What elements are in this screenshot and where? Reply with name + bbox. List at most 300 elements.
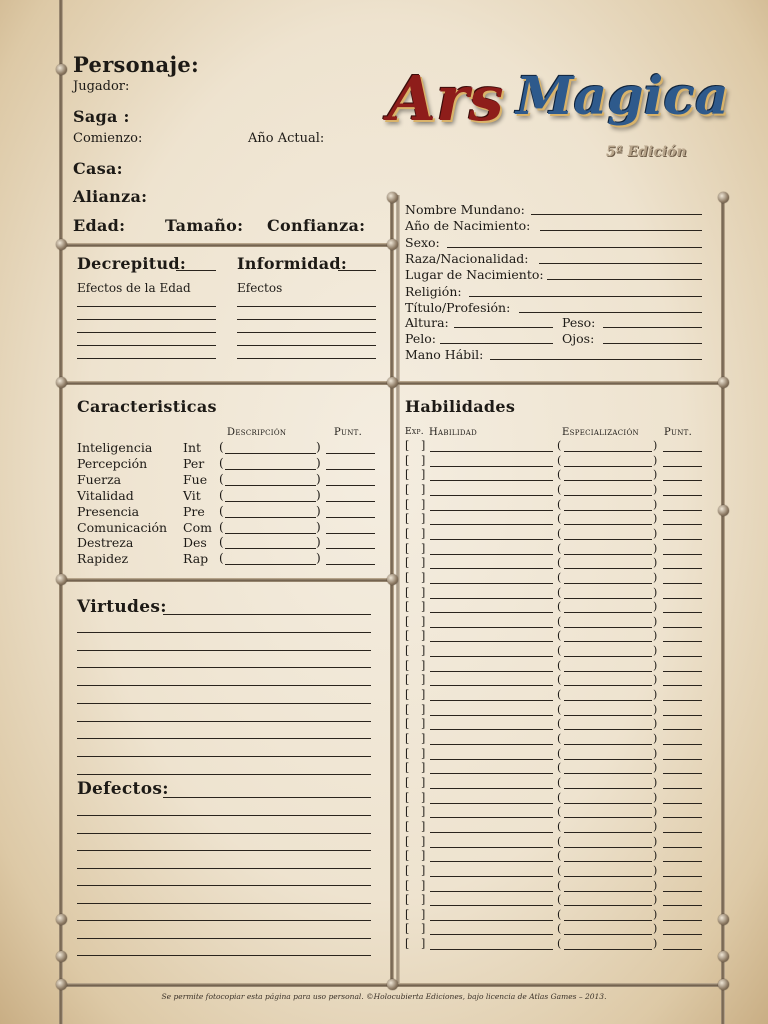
defecto-line[interactable] xyxy=(77,815,371,816)
mundano-field-line[interactable] xyxy=(547,279,702,280)
frame-left xyxy=(59,0,63,1024)
paren-open: ( xyxy=(557,688,562,702)
habilidad-field[interactable] xyxy=(430,861,553,862)
defecto-line[interactable] xyxy=(77,868,371,869)
defecto-line[interactable] xyxy=(77,885,371,886)
exp-checkbox[interactable] xyxy=(410,849,420,861)
exp-checkbox[interactable] xyxy=(410,879,420,891)
exp-checkbox[interactable] xyxy=(410,586,420,598)
habilidad-field[interactable] xyxy=(430,612,553,613)
informidad-label: Informidad: xyxy=(237,254,348,273)
caracteristica-name: Percepción xyxy=(77,455,148,471)
habilidad-field[interactable] xyxy=(430,920,553,921)
especializacion-field[interactable] xyxy=(564,451,652,452)
habilidad-punt-field[interactable] xyxy=(663,524,702,525)
especializacion-field[interactable] xyxy=(564,876,652,877)
habilidad-punt-field[interactable] xyxy=(663,495,702,496)
caracteristica-punt-field[interactable] xyxy=(326,485,375,486)
paren-open: ( xyxy=(557,717,562,731)
exp-checkbox[interactable] xyxy=(410,512,420,524)
stud xyxy=(56,64,67,75)
especializacion-field[interactable] xyxy=(564,773,652,774)
efectos-edad-line[interactable] xyxy=(77,332,216,333)
habilidad-field[interactable] xyxy=(430,847,553,848)
habilidad-field[interactable] xyxy=(430,568,553,569)
especializacion-field[interactable] xyxy=(564,847,652,848)
exp-checkbox[interactable] xyxy=(410,835,420,847)
paren-close: ) xyxy=(653,585,658,599)
habilidad-punt-field[interactable] xyxy=(663,934,702,935)
especializacion-field[interactable] xyxy=(564,641,652,642)
descripcion-header: Descripción xyxy=(227,427,287,438)
paren-open: ( xyxy=(557,497,562,511)
efectos-edad-line[interactable] xyxy=(77,358,216,359)
especializacion-field[interactable] xyxy=(564,861,652,862)
paren-close: ) xyxy=(653,937,658,951)
peso-field[interactable] xyxy=(603,327,702,328)
paren-close: ) xyxy=(653,439,658,452)
habilidad-punt-field[interactable] xyxy=(663,451,702,452)
caracteristica-abbr: Pre xyxy=(183,503,205,519)
exp-bracket-open: [ xyxy=(405,702,410,716)
especializacion-field[interactable] xyxy=(564,524,652,525)
habilidad-punt-field[interactable] xyxy=(663,788,702,789)
virtudes-first-line[interactable] xyxy=(163,614,371,615)
paren-open: ( xyxy=(557,922,562,936)
paren-close: ) xyxy=(653,761,658,775)
caracteristica-desc-field[interactable] xyxy=(225,548,316,549)
exp-checkbox[interactable] xyxy=(410,688,420,700)
paren-close: ) xyxy=(653,805,658,819)
paren-close: ) xyxy=(316,440,321,454)
stud xyxy=(387,192,398,203)
habilidad-punt-field[interactable] xyxy=(663,480,702,481)
especializacion-field[interactable] xyxy=(564,715,652,716)
exp-checkbox[interactable] xyxy=(410,483,420,495)
caracteristica-desc-field[interactable] xyxy=(225,533,316,534)
caracteristica-punt-field[interactable] xyxy=(326,501,375,502)
exp-checkbox[interactable] xyxy=(410,922,420,934)
paren-close: ) xyxy=(653,644,658,658)
especializacion-field[interactable] xyxy=(564,466,652,467)
habilidad-punt-field[interactable] xyxy=(663,466,702,467)
paren-open: ( xyxy=(219,519,224,534)
decrepitud-field[interactable] xyxy=(176,270,216,271)
habilidad-punt-field[interactable] xyxy=(663,773,702,774)
caracteristica-desc-field[interactable] xyxy=(225,564,316,565)
exp-bracket-close: ] xyxy=(421,512,426,526)
mundano-field-label: Título/Profesión: xyxy=(405,299,511,315)
defecto-line[interactable] xyxy=(77,850,371,851)
caracteristica-punt-field[interactable] xyxy=(326,548,375,549)
paren-close: ) xyxy=(316,487,321,502)
paren-close: ) xyxy=(653,673,658,687)
habilidad-punt-field[interactable] xyxy=(663,847,702,848)
habilidad-field[interactable] xyxy=(430,656,553,657)
exp-checkbox[interactable] xyxy=(410,893,420,905)
exp-checkbox[interactable] xyxy=(410,468,420,480)
caracteristica-name: Vitalidad xyxy=(77,487,134,503)
especializacion-field[interactable] xyxy=(564,539,652,540)
especializacion-field[interactable] xyxy=(564,891,652,892)
especializacion-field[interactable] xyxy=(564,920,652,921)
paren-close: ) xyxy=(653,526,658,540)
especializacion-field[interactable] xyxy=(564,671,652,672)
especializacion-field[interactable] xyxy=(564,729,652,730)
pelo-field[interactable] xyxy=(440,343,553,344)
habilidad-punt-field[interactable] xyxy=(663,817,702,818)
paren-open: ( xyxy=(557,644,562,658)
caracteristica-punt-field[interactable] xyxy=(326,469,375,470)
exp-checkbox[interactable] xyxy=(410,542,420,554)
caracteristica-desc-field[interactable] xyxy=(225,501,316,502)
exp-bracket-close: ] xyxy=(421,790,426,804)
caracteristica-desc-field[interactable] xyxy=(225,485,316,486)
mundano-field-line[interactable] xyxy=(531,214,702,215)
habilidad-punt-field[interactable] xyxy=(663,759,702,760)
especializacion-field[interactable] xyxy=(564,656,652,657)
paren-close: ) xyxy=(653,702,658,716)
pelo-label: Pelo: xyxy=(405,331,436,346)
paren-close: ) xyxy=(316,535,321,550)
habilidad-field[interactable] xyxy=(430,905,553,906)
exp-bracket-close: ] xyxy=(421,439,426,452)
caracteristica-abbr: Com xyxy=(183,519,212,535)
especializacion-field[interactable] xyxy=(564,480,652,481)
defecto-line[interactable] xyxy=(77,903,371,904)
stud xyxy=(387,979,398,990)
habilidad-field[interactable] xyxy=(430,934,553,935)
habilidad-punt-field[interactable] xyxy=(663,876,702,877)
stud xyxy=(56,951,67,962)
defecto-line[interactable] xyxy=(77,833,371,834)
exp-bracket-close: ] xyxy=(421,658,426,672)
especializacion-field[interactable] xyxy=(564,627,652,628)
habilidad-punt-field[interactable] xyxy=(663,700,702,701)
stud xyxy=(56,914,67,925)
especializacion-field[interactable] xyxy=(564,495,652,496)
paren-close: ) xyxy=(653,512,658,526)
virtud-line[interactable] xyxy=(77,738,371,739)
exp-bracket-open: [ xyxy=(405,600,410,614)
stud xyxy=(718,377,729,388)
tamano-label: Tamaño: xyxy=(165,216,244,235)
exp-checkbox[interactable] xyxy=(410,454,420,466)
habilidad-field[interactable] xyxy=(430,598,553,599)
altura-field[interactable] xyxy=(454,327,553,328)
exp-bracket-open: [ xyxy=(405,482,410,496)
exp-bracket-open: [ xyxy=(405,570,410,584)
habilidad-field[interactable] xyxy=(430,627,553,628)
mundano-field-line[interactable] xyxy=(540,230,702,231)
ojos-field[interactable] xyxy=(603,343,702,344)
habilidad-punt-field[interactable] xyxy=(663,539,702,540)
habilidad-field[interactable] xyxy=(430,949,553,950)
exp-bracket-open: [ xyxy=(405,644,410,658)
paren-open: ( xyxy=(557,819,562,833)
virtud-line[interactable] xyxy=(77,632,371,633)
exp-checkbox[interactable] xyxy=(410,908,420,920)
caracteristica-desc-field[interactable] xyxy=(225,469,316,470)
habilidad-field[interactable] xyxy=(430,451,553,452)
habilidad-punt-field[interactable] xyxy=(663,803,702,804)
especializacion-field[interactable] xyxy=(564,832,652,833)
paren-close: ) xyxy=(653,717,658,731)
habilidad-punt-field[interactable] xyxy=(663,671,702,672)
habilidad-field[interactable] xyxy=(430,729,553,730)
habilidad-field[interactable] xyxy=(430,715,553,716)
mundano-field-line[interactable] xyxy=(539,263,702,264)
habilidad-punt-field[interactable] xyxy=(663,891,702,892)
paren-open: ( xyxy=(557,556,562,570)
peso-label: Peso: xyxy=(562,315,596,330)
exp-checkbox[interactable] xyxy=(410,703,420,715)
habilidad-field[interactable] xyxy=(430,876,553,877)
paren-close: ) xyxy=(653,922,658,936)
paren-close: ) xyxy=(653,878,658,892)
caracteristica-punt-field[interactable] xyxy=(326,517,375,518)
informidad-field[interactable] xyxy=(338,270,376,271)
exp-checkbox[interactable] xyxy=(410,498,420,510)
exp-bracket-open: [ xyxy=(405,746,410,760)
paren-close: ) xyxy=(653,834,658,848)
efectos-line[interactable] xyxy=(237,319,376,320)
efectos-edad-line[interactable] xyxy=(77,345,216,346)
habilidad-punt-field[interactable] xyxy=(663,598,702,599)
efectos-edad-label: Efectos de la Edad xyxy=(77,281,191,295)
habilidad-punt-field[interactable] xyxy=(663,685,702,686)
exp-checkbox[interactable] xyxy=(410,527,420,539)
habilidad-field[interactable] xyxy=(430,744,553,745)
paren-open: ( xyxy=(557,834,562,848)
exp-bracket-open: [ xyxy=(405,849,410,863)
habilidad-punt-field[interactable] xyxy=(663,744,702,745)
habilidad-field[interactable] xyxy=(430,773,553,774)
habilidad-punt-field[interactable] xyxy=(663,729,702,730)
habilidad-punt-field[interactable] xyxy=(663,627,702,628)
mundano-field-line[interactable] xyxy=(519,312,702,313)
virtud-line[interactable] xyxy=(77,756,371,757)
especializacion-field[interactable] xyxy=(564,510,652,511)
exp-checkbox[interactable] xyxy=(410,747,420,759)
habilidades-title: Habilidades xyxy=(405,397,516,416)
casa-label: Casa: xyxy=(73,159,123,178)
caracteristica-name: Fuerza xyxy=(77,471,122,487)
exp-checkbox[interactable] xyxy=(410,673,420,685)
especializacion-field[interactable] xyxy=(564,759,652,760)
exp-header: Exp. xyxy=(405,427,424,437)
habilidad-field[interactable] xyxy=(430,466,553,467)
habilidad-punt-field[interactable] xyxy=(663,832,702,833)
habilidad-punt-field[interactable] xyxy=(663,715,702,716)
paren-open: ( xyxy=(557,439,562,452)
habilidad-field[interactable] xyxy=(430,788,553,789)
efectos-edad-line[interactable] xyxy=(77,306,216,307)
virtud-line[interactable] xyxy=(77,703,371,704)
habilidad-punt-field[interactable] xyxy=(663,583,702,584)
efectos-line[interactable] xyxy=(237,345,376,346)
habilidad-punt-field[interactable] xyxy=(663,861,702,862)
especializacion-field[interactable] xyxy=(564,949,652,950)
caracteristica-abbr: Per xyxy=(183,455,205,471)
habilidad-field[interactable] xyxy=(430,700,553,701)
habilidad-field[interactable] xyxy=(430,495,553,496)
frame-middle-top xyxy=(390,195,394,987)
exp-checkbox[interactable] xyxy=(410,659,420,671)
exp-checkbox[interactable] xyxy=(410,717,420,729)
caracteristica-punt-field[interactable] xyxy=(326,564,375,565)
habilidad-field[interactable] xyxy=(430,524,553,525)
divider-virtudes-top xyxy=(61,578,394,582)
paren-close: ) xyxy=(653,907,658,921)
paren-open: ( xyxy=(557,658,562,672)
mundano-field-line[interactable] xyxy=(469,296,702,297)
especializacion-field[interactable] xyxy=(564,803,652,804)
stud xyxy=(718,505,729,516)
habilidad-field[interactable] xyxy=(430,480,553,481)
ojos-label: Ojos: xyxy=(562,331,595,346)
mundano-field-line[interactable] xyxy=(447,247,702,248)
habilidad-field[interactable] xyxy=(430,803,553,804)
exp-checkbox[interactable] xyxy=(410,937,420,949)
paren-open: ( xyxy=(557,468,562,482)
exp-checkbox[interactable] xyxy=(410,732,420,744)
exp-bracket-open: [ xyxy=(405,922,410,936)
exp-checkbox[interactable] xyxy=(410,761,420,773)
exp-bracket-close: ] xyxy=(421,717,426,731)
virtud-line[interactable] xyxy=(77,685,371,686)
habilidad-field[interactable] xyxy=(430,641,553,642)
habilidad-punt-field[interactable] xyxy=(663,656,702,657)
exp-bracket-open: [ xyxy=(405,439,410,452)
exp-checkbox[interactable] xyxy=(410,571,420,583)
paren-close: ) xyxy=(653,600,658,614)
exp-checkbox[interactable] xyxy=(410,644,420,656)
habilidad-field[interactable] xyxy=(430,554,553,555)
especializacion-field[interactable] xyxy=(564,788,652,789)
exp-bracket-close: ] xyxy=(421,482,426,496)
habilidad-punt-field[interactable] xyxy=(663,949,702,950)
stud xyxy=(56,239,67,250)
stud xyxy=(718,914,729,925)
especializacion-field[interactable] xyxy=(564,700,652,701)
efectos-edad-line[interactable] xyxy=(77,319,216,320)
paren-close: ) xyxy=(653,819,658,833)
especializacion-field[interactable] xyxy=(564,905,652,906)
paren-close: ) xyxy=(653,468,658,482)
exp-checkbox[interactable] xyxy=(410,615,420,627)
exp-checkbox[interactable] xyxy=(410,805,420,817)
especializacion-field[interactable] xyxy=(564,568,652,569)
stud xyxy=(387,377,398,388)
stud xyxy=(387,574,398,585)
especializacion-field[interactable] xyxy=(564,934,652,935)
exp-checkbox[interactable] xyxy=(410,556,420,568)
caracteristica-punt-field[interactable] xyxy=(326,453,375,454)
virtud-line[interactable] xyxy=(77,650,371,651)
habilidad-field[interactable] xyxy=(430,759,553,760)
paren-open: ( xyxy=(557,790,562,804)
edad-label: Edad: xyxy=(73,216,126,235)
especializacion-field[interactable] xyxy=(564,744,652,745)
habilidad-punt-field[interactable] xyxy=(663,612,702,613)
paren-open: ( xyxy=(557,512,562,526)
habilidad-field[interactable] xyxy=(430,671,553,672)
defecto-line[interactable] xyxy=(77,920,371,921)
paren-open: ( xyxy=(557,849,562,863)
habilidad-field[interactable] xyxy=(430,832,553,833)
efectos-line[interactable] xyxy=(237,358,376,359)
habilidad-field[interactable] xyxy=(430,539,553,540)
caracteristica-punt-field[interactable] xyxy=(326,533,375,534)
especializacion-field[interactable] xyxy=(564,612,652,613)
punt-header: Punt. xyxy=(334,427,363,438)
efectos-line[interactable] xyxy=(237,332,376,333)
caracteristica-desc-field[interactable] xyxy=(225,453,316,454)
especializacion-field[interactable] xyxy=(564,598,652,599)
virtud-line[interactable] xyxy=(77,667,371,668)
exp-checkbox[interactable] xyxy=(410,629,420,641)
mano-field[interactable] xyxy=(490,359,702,360)
habilidad-punt-field[interactable] xyxy=(663,641,702,642)
efectos-line[interactable] xyxy=(237,306,376,307)
paren-close: ) xyxy=(653,629,658,643)
virtud-line[interactable] xyxy=(77,774,371,775)
exp-checkbox[interactable] xyxy=(410,864,420,876)
virtud-line[interactable] xyxy=(77,721,371,722)
exp-bracket-open: [ xyxy=(405,893,410,907)
especializacion-field[interactable] xyxy=(564,685,652,686)
habilidad-punt-field[interactable] xyxy=(663,554,702,555)
especializacion-field[interactable] xyxy=(564,583,652,584)
mundano-field-label: Año de Nacimiento: xyxy=(405,218,531,234)
exp-bracket-open: [ xyxy=(405,688,410,702)
exp-checkbox[interactable] xyxy=(410,439,420,451)
paren-open: ( xyxy=(557,937,562,951)
exp-bracket-open: [ xyxy=(405,761,410,775)
habilidad-punt-field[interactable] xyxy=(663,510,702,511)
paren-open: ( xyxy=(557,600,562,614)
paren-close: ) xyxy=(653,570,658,584)
exp-checkbox[interactable] xyxy=(410,776,420,788)
habilidad-field[interactable] xyxy=(430,891,553,892)
habilidad-field[interactable] xyxy=(430,510,553,511)
exp-checkbox[interactable] xyxy=(410,791,420,803)
defecto-line[interactable] xyxy=(77,955,371,956)
stud xyxy=(56,979,67,990)
especializacion-field[interactable] xyxy=(564,554,652,555)
caracteristica-desc-field[interactable] xyxy=(225,517,316,518)
stud xyxy=(718,192,729,203)
habilidad-punt-field[interactable] xyxy=(663,905,702,906)
especializacion-field[interactable] xyxy=(564,817,652,818)
defecto-line[interactable] xyxy=(77,938,371,939)
exp-checkbox[interactable] xyxy=(410,820,420,832)
exp-bracket-open: [ xyxy=(405,878,410,892)
defectos-first-line[interactable] xyxy=(163,797,371,798)
habilidad-punt-field[interactable] xyxy=(663,568,702,569)
habilidad-field[interactable] xyxy=(430,583,553,584)
paren-open: ( xyxy=(219,471,224,486)
habilidad-field[interactable] xyxy=(430,817,553,818)
habilidad-header: Habilidad xyxy=(429,427,478,438)
paren-open: ( xyxy=(557,893,562,907)
habilidad-punt-field[interactable] xyxy=(663,920,702,921)
paren-close: ) xyxy=(653,688,658,702)
habilidad-field[interactable] xyxy=(430,685,553,686)
comienzo-label: Comienzo: xyxy=(73,131,143,146)
exp-checkbox[interactable] xyxy=(410,600,420,612)
